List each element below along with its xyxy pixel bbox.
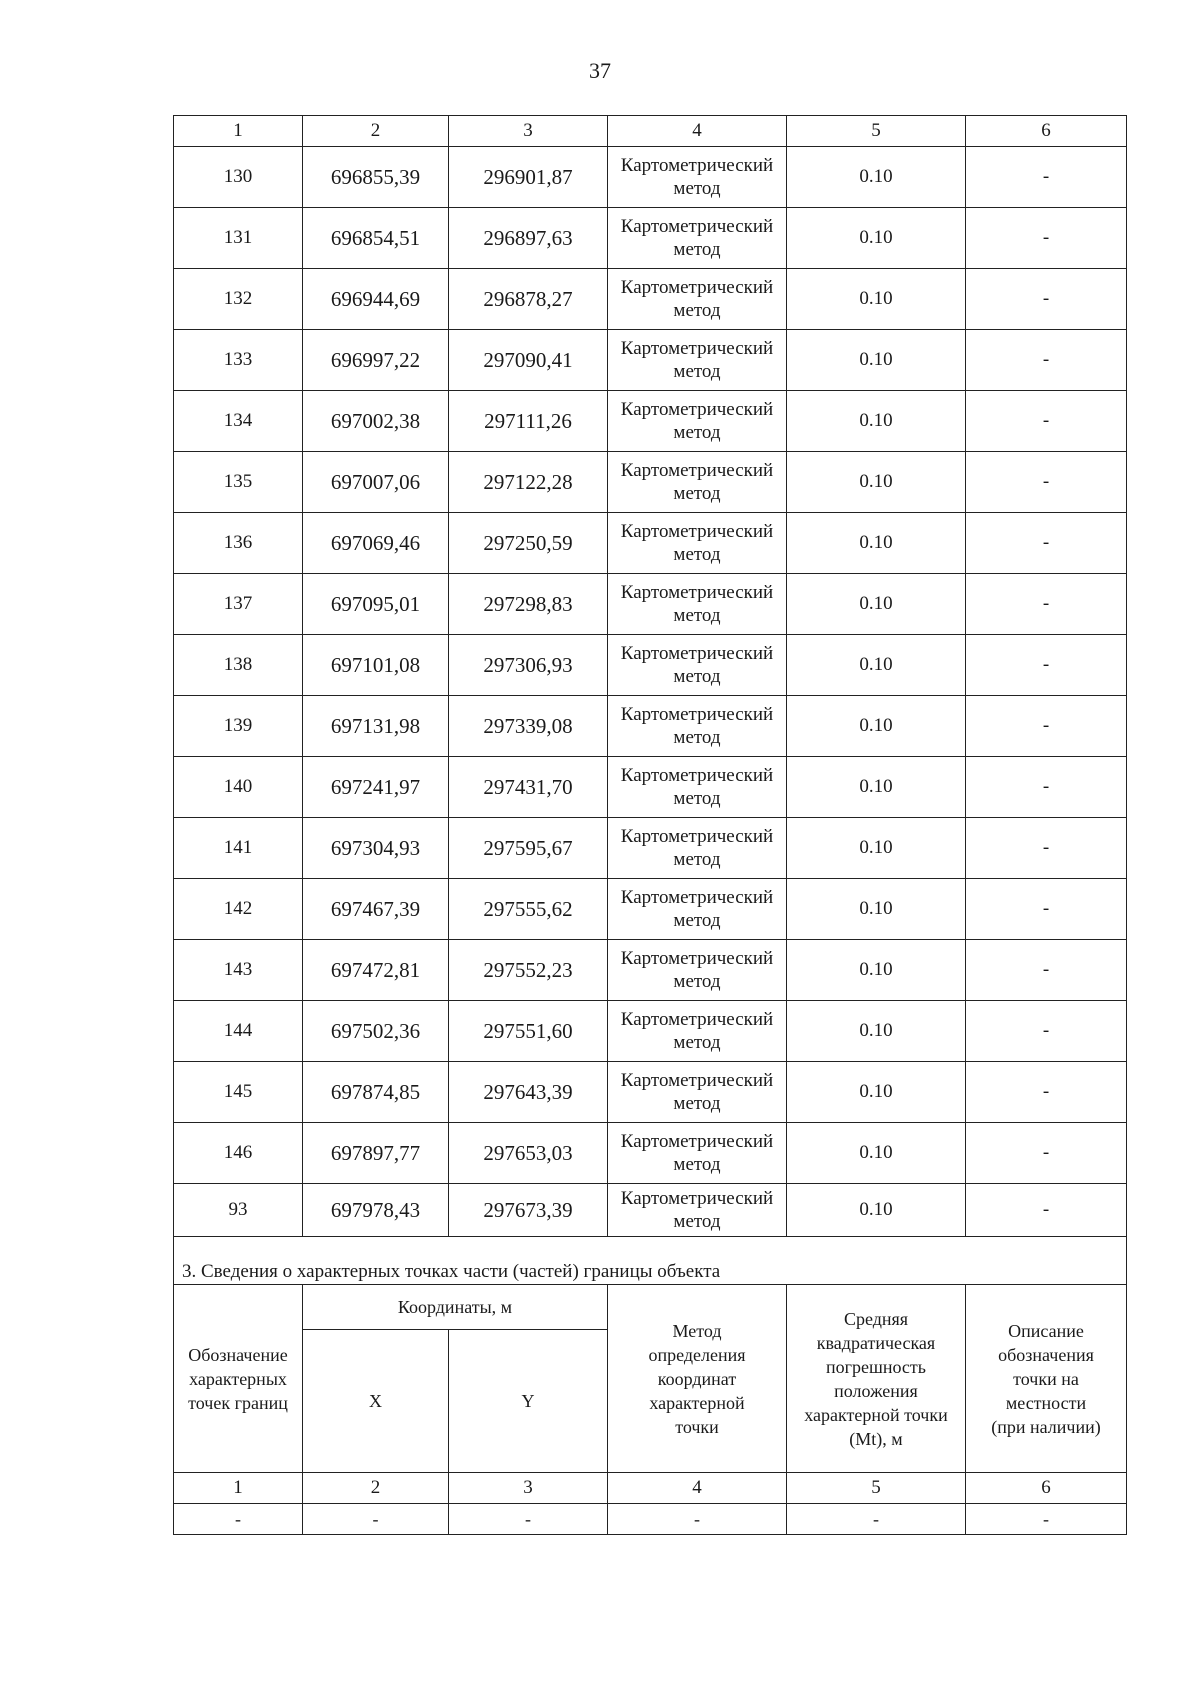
point-id: 136: [174, 513, 303, 574]
accuracy-value: 0.10: [787, 879, 966, 940]
method-line: метод: [673, 483, 721, 504]
accuracy-value: 0.10: [787, 1062, 966, 1123]
section-title: 3. Сведения о характерных точках части (частей) границы объекта: [174, 1237, 1127, 1285]
accuracy-value: 0.10: [787, 1123, 966, 1184]
description-value: -: [966, 818, 1127, 879]
y-coordinate: 297250,59: [449, 513, 608, 574]
column-number: 6: [966, 116, 1127, 147]
column-number: 1: [174, 1473, 303, 1504]
accuracy-value: 0.10: [787, 269, 966, 330]
method-line: метод: [673, 422, 721, 443]
x-coordinate: 696855,39: [303, 147, 449, 208]
method-line: Картометрический: [620, 582, 774, 603]
table-row: [174, 1123, 1127, 1184]
description-value: -: [966, 452, 1127, 513]
accuracy-value: 0.10: [787, 696, 966, 757]
y-coordinate: 297673,39: [449, 1184, 608, 1237]
accuracy-value: 0.10: [787, 147, 966, 208]
point-id: 141: [174, 818, 303, 879]
accuracy-value: 0.10: [787, 1184, 966, 1237]
table-row: [174, 208, 1127, 269]
boundary-points-table: [173, 115, 1127, 1535]
method-line: метод: [673, 971, 721, 992]
accuracy-value: 0.10: [787, 391, 966, 452]
table-row: [174, 1001, 1127, 1062]
method-line: Картометрический: [620, 277, 774, 298]
method-cell: [608, 940, 787, 1001]
header-line: определения: [648, 1344, 746, 1365]
x-coordinate: 697131,98: [303, 696, 449, 757]
header-line: Метод: [672, 1320, 722, 1341]
point-id: 135: [174, 452, 303, 513]
table-row: [174, 818, 1127, 879]
method-line: Картометрический: [620, 1009, 774, 1030]
table-row: [174, 1184, 1127, 1237]
method-cell: [608, 269, 787, 330]
method-line: метод: [673, 1032, 721, 1053]
y-header: Y: [449, 1330, 608, 1473]
y-coordinate: 297431,70: [449, 757, 608, 818]
method-cell: [608, 1062, 787, 1123]
accuracy-header: [787, 1285, 966, 1473]
y-coordinate: 297339,08: [449, 696, 608, 757]
header-line: Описание: [1008, 1320, 1084, 1341]
point-id: 140: [174, 757, 303, 818]
description-value: -: [966, 635, 1127, 696]
empty-cell: -: [449, 1504, 608, 1535]
method-cell: [608, 635, 787, 696]
description-value: -: [966, 879, 1127, 940]
table-row: [174, 1062, 1127, 1123]
description-value: -: [966, 330, 1127, 391]
coordinates-header: Координаты, м: [303, 1285, 608, 1330]
section-3-column-number-row: [174, 1473, 1127, 1504]
y-coordinate: 297111,26: [449, 391, 608, 452]
method-cell: [608, 696, 787, 757]
method-line: Картометрический: [620, 704, 774, 725]
description-value: -: [966, 513, 1127, 574]
x-coordinate: 697069,46: [303, 513, 449, 574]
method-line: метод: [673, 239, 721, 260]
accuracy-value: 0.10: [787, 330, 966, 391]
table-row: [174, 879, 1127, 940]
description-header: [966, 1285, 1127, 1473]
accuracy-value: 0.10: [787, 452, 966, 513]
y-coordinate: 296878,27: [449, 269, 608, 330]
empty-cell: -: [787, 1504, 966, 1535]
point-id: 143: [174, 940, 303, 1001]
x-coordinate: 697241,97: [303, 757, 449, 818]
method-cell: [608, 879, 787, 940]
description-value: -: [966, 1184, 1127, 1237]
method-line: метод: [673, 849, 721, 870]
header-line: точки на: [1013, 1368, 1079, 1389]
table-row: [174, 513, 1127, 574]
section-3-header-row: [174, 1285, 1127, 1330]
method-line: Картометрический: [620, 948, 774, 969]
x-coordinate: 697101,08: [303, 635, 449, 696]
point-id: 144: [174, 1001, 303, 1062]
method-cell: [608, 574, 787, 635]
method-cell: [608, 147, 787, 208]
empty-cell: -: [966, 1504, 1127, 1535]
x-coordinate: 697002,38: [303, 391, 449, 452]
x-coordinate: 696944,69: [303, 269, 449, 330]
point-id: 146: [174, 1123, 303, 1184]
x-coordinate: 697472,81: [303, 940, 449, 1001]
method-cell: [608, 330, 787, 391]
method-cell: [608, 818, 787, 879]
method-line: Картометрический: [620, 1070, 774, 1091]
y-coordinate: 297122,28: [449, 452, 608, 513]
point-id: 133: [174, 330, 303, 391]
method-cell: [608, 1123, 787, 1184]
column-number: 3: [449, 1473, 608, 1504]
x-coordinate: 697978,43: [303, 1184, 449, 1237]
method-line: Картометрический: [620, 643, 774, 664]
description-value: -: [966, 574, 1127, 635]
point-label-header: [174, 1285, 303, 1473]
method-cell: [608, 757, 787, 818]
point-id: 132: [174, 269, 303, 330]
y-coordinate: 297643,39: [449, 1062, 608, 1123]
header-line: точек границ: [188, 1392, 288, 1413]
header-line: характерных: [189, 1368, 287, 1389]
x-header: X: [303, 1330, 449, 1473]
description-value: -: [966, 1062, 1127, 1123]
method-line: метод: [673, 910, 721, 931]
y-coordinate: 297595,67: [449, 818, 608, 879]
y-coordinate: 297653,03: [449, 1123, 608, 1184]
header-line: местности: [1005, 1392, 1087, 1413]
accuracy-value: 0.10: [787, 940, 966, 1001]
y-coordinate: 296901,87: [449, 147, 608, 208]
description-value: -: [966, 391, 1127, 452]
table-row: [174, 940, 1127, 1001]
table-row: [174, 452, 1127, 513]
table-row: [174, 757, 1127, 818]
method-line: метод: [673, 1154, 721, 1175]
method-cell: [608, 1184, 787, 1237]
method-cell: [608, 513, 787, 574]
point-id: 139: [174, 696, 303, 757]
table-row: [174, 574, 1127, 635]
method-line: Картометрический: [620, 155, 774, 176]
accuracy-value: 0.10: [787, 818, 966, 879]
y-coordinate: 296897,63: [449, 208, 608, 269]
method-line: метод: [673, 361, 721, 382]
section-3-title-row: [174, 1237, 1127, 1285]
header-line: характерной: [649, 1392, 745, 1413]
method-line: Картометрический: [620, 826, 774, 847]
header-line: (при наличии): [991, 1416, 1101, 1437]
empty-cell: -: [608, 1504, 787, 1535]
column-number: 4: [608, 1473, 787, 1504]
method-line: метод: [673, 1093, 721, 1114]
accuracy-value: 0.10: [787, 513, 966, 574]
y-coordinate: 297298,83: [449, 574, 608, 635]
x-coordinate: 697897,77: [303, 1123, 449, 1184]
header-line: квадратическая: [816, 1332, 936, 1353]
column-number: 1: [174, 116, 303, 147]
method-line: метод: [673, 544, 721, 565]
accuracy-value: 0.10: [787, 1001, 966, 1062]
header-line: положения: [834, 1380, 918, 1401]
method-line: Картометрический: [620, 1188, 774, 1209]
point-id: 137: [174, 574, 303, 635]
y-coordinate: 297552,23: [449, 940, 608, 1001]
point-id: 142: [174, 879, 303, 940]
empty-cell: -: [174, 1504, 303, 1535]
point-id: 145: [174, 1062, 303, 1123]
x-coordinate: 696997,22: [303, 330, 449, 391]
method-cell: [608, 1001, 787, 1062]
header-line: координат: [657, 1368, 737, 1389]
header-line: Обозначение: [188, 1344, 288, 1365]
table-row: [174, 696, 1127, 757]
method-cell: [608, 452, 787, 513]
method-line: Картометрический: [620, 887, 774, 908]
method-line: Картометрический: [620, 1131, 774, 1152]
method-line: Картометрический: [620, 765, 774, 786]
accuracy-value: 0.10: [787, 208, 966, 269]
method-line: метод: [673, 727, 721, 748]
point-id: 93: [174, 1184, 303, 1237]
table-row: [174, 635, 1127, 696]
method-line: метод: [673, 666, 721, 687]
header-line: погрешность: [825, 1356, 926, 1377]
empty-cell: -: [303, 1504, 449, 1535]
description-value: -: [966, 1123, 1127, 1184]
point-id: 138: [174, 635, 303, 696]
accuracy-value: 0.10: [787, 757, 966, 818]
x-coordinate: 697467,39: [303, 879, 449, 940]
header-line: Средняя: [843, 1308, 909, 1329]
method-line: Картометрический: [620, 338, 774, 359]
method-line: Картометрический: [620, 521, 774, 542]
x-coordinate: 697007,06: [303, 452, 449, 513]
method-line: Картометрический: [620, 460, 774, 481]
method-cell: [608, 391, 787, 452]
x-coordinate: 697095,01: [303, 574, 449, 635]
column-number: 5: [787, 1473, 966, 1504]
point-id: 131: [174, 208, 303, 269]
method-line: Картометрический: [620, 399, 774, 420]
column-number: 3: [449, 116, 608, 147]
method-line: метод: [673, 605, 721, 626]
description-value: -: [966, 269, 1127, 330]
accuracy-value: 0.10: [787, 635, 966, 696]
description-value: -: [966, 940, 1127, 1001]
method-line: метод: [673, 178, 721, 199]
x-coordinate: 696854,51: [303, 208, 449, 269]
column-number: 2: [303, 116, 449, 147]
point-id: 134: [174, 391, 303, 452]
column-number: 5: [787, 116, 966, 147]
x-coordinate: 697502,36: [303, 1001, 449, 1062]
method-cell: [608, 208, 787, 269]
method-header: [608, 1285, 787, 1473]
accuracy-value: 0.10: [787, 574, 966, 635]
header-line: точки: [675, 1416, 719, 1437]
method-line: Картометрический: [620, 216, 774, 237]
method-line: метод: [673, 300, 721, 321]
description-value: -: [966, 1001, 1127, 1062]
header-line: обозначения: [998, 1344, 1094, 1365]
method-line: метод: [673, 1211, 721, 1232]
y-coordinate: 297555,62: [449, 879, 608, 940]
method-line: метод: [673, 788, 721, 809]
description-value: -: [966, 147, 1127, 208]
table-row: [174, 330, 1127, 391]
page-number: 37: [589, 58, 611, 83]
column-number: 2: [303, 1473, 449, 1504]
x-coordinate: 697304,93: [303, 818, 449, 879]
y-coordinate: 297090,41: [449, 330, 608, 391]
y-coordinate: 297306,93: [449, 635, 608, 696]
description-value: -: [966, 696, 1127, 757]
point-id: 130: [174, 147, 303, 208]
table-row: [174, 391, 1127, 452]
header-line: характерной точки: [804, 1404, 948, 1425]
column-number-row: [174, 116, 1127, 147]
description-value: -: [966, 757, 1127, 818]
description-value: -: [966, 208, 1127, 269]
column-number: 6: [966, 1473, 1127, 1504]
x-coordinate: 697874,85: [303, 1062, 449, 1123]
section-3-empty-row: [174, 1504, 1127, 1535]
y-coordinate: 297551,60: [449, 1001, 608, 1062]
table-row: [174, 147, 1127, 208]
column-number: 4: [608, 116, 787, 147]
header-line: (Mt), м: [849, 1428, 903, 1449]
table-row: [174, 269, 1127, 330]
